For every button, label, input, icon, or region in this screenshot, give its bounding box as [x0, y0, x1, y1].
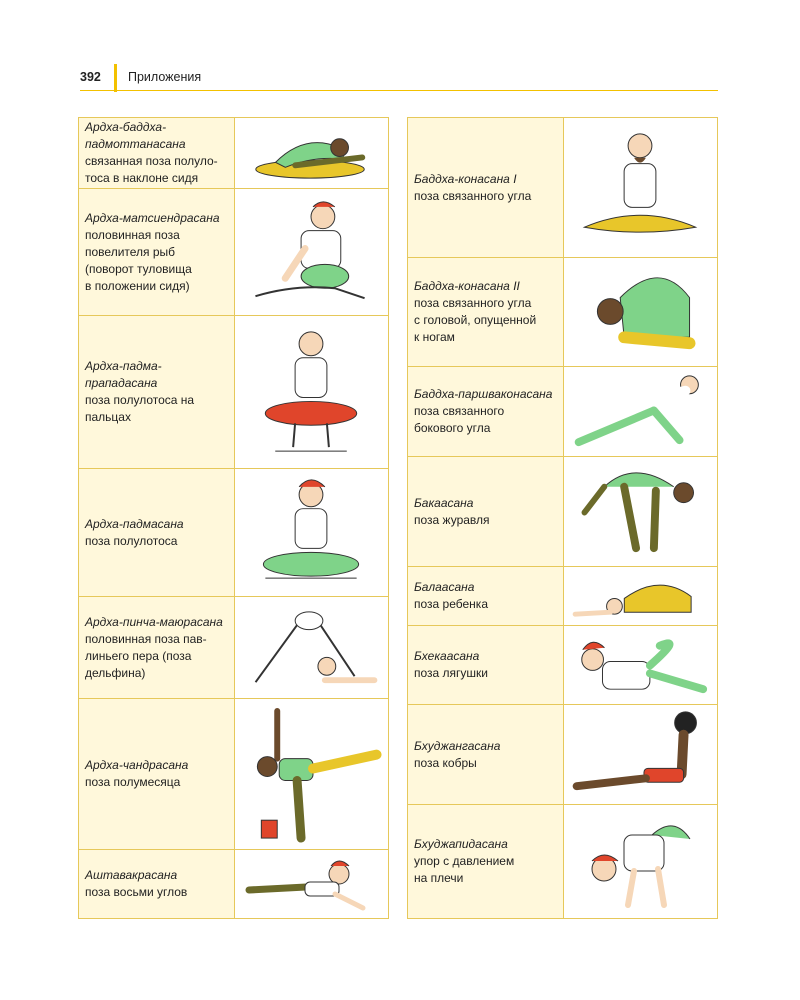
pose-description: поза полумесяца [85, 775, 181, 789]
pose-name: Ардха-чандрасана [85, 758, 189, 772]
pose-row [79, 469, 388, 597]
pose-text-cell [408, 457, 564, 566]
half-lotus-figure [235, 469, 388, 596]
pose-description: поза полулотоса на пальцах [85, 393, 195, 424]
pose-text-cell [79, 699, 235, 849]
pose-name: Бакаасана [414, 495, 474, 510]
shoulder-press-figure [564, 805, 717, 918]
pose-description: связанная поза полуло- тоса в наклоне сидя [85, 154, 218, 185]
left-pose-table [78, 117, 389, 919]
pose-name: Баддха-конасана II [414, 279, 520, 293]
pose-name: Ардха-матсиендрасана [85, 210, 220, 225]
seated-forward-bend-figure [235, 118, 388, 188]
cobra-pose-figure [564, 705, 717, 804]
page-number: 392 [80, 70, 101, 84]
pose-description: поза журавля [414, 512, 490, 527]
pose-description: поза полулотоса [85, 533, 178, 548]
pose-description: поза восьми углов [85, 885, 188, 899]
page-header [80, 64, 718, 92]
pose-description: поза кобры [414, 755, 477, 770]
frog-pose-figure [564, 626, 717, 704]
pose-name: Ардха-падмасана [85, 516, 184, 531]
pose-name: Бхуджапидасана [414, 837, 508, 851]
pose-row [408, 118, 717, 258]
pose-text-cell [79, 118, 235, 188]
pose-description: половинная поза пав- линьего пера (поза дельфина) [85, 631, 207, 680]
tiptoe-half-lotus-figure [235, 316, 388, 468]
crane-pose-figure [564, 457, 717, 566]
pose-description: поза связанного угла [414, 188, 532, 203]
pose-text-cell [79, 189, 235, 315]
pose-row [408, 567, 717, 626]
pose-text-cell [408, 118, 564, 257]
bound-angle-fold-figure [564, 258, 717, 366]
pose-text-cell [408, 805, 564, 918]
pose-text-cell [408, 567, 564, 625]
pose-description: поза ребенка [414, 597, 488, 611]
half-moon-figure [235, 699, 388, 849]
pose-row [408, 457, 717, 567]
pose-text-cell [408, 705, 564, 804]
pose-name: Ардха-пинча-маюрасана [85, 614, 223, 629]
header-rule [80, 90, 718, 91]
seated-twist-figure [235, 189, 388, 315]
pose-text-cell [408, 626, 564, 704]
pose-text-cell [408, 258, 564, 366]
pose-description: поза связанного угла с головой, опущенной к ногам [414, 296, 537, 344]
bound-side-angle-figure [564, 367, 717, 456]
pose-row [408, 258, 717, 367]
header-accent-bar [114, 64, 117, 92]
pose-row [408, 367, 717, 457]
pose-name: Бхуджангасана [414, 738, 501, 753]
pose-row [408, 705, 717, 805]
pose-row [79, 118, 388, 189]
pose-text-cell [79, 469, 235, 596]
pose-row [408, 805, 717, 918]
dolphin-pose-figure [235, 597, 388, 698]
pose-text-cell [79, 597, 235, 698]
pose-description: упор с давлением на плечи [414, 854, 515, 885]
pose-row [79, 699, 388, 850]
pose-name: Бхекаасана [414, 649, 480, 663]
pose-description: поза связанного бокового угла [414, 404, 505, 435]
pose-row [79, 850, 388, 918]
pose-name: Ардха-баддха- падмоттанасана [85, 120, 186, 151]
pose-name: Баддха-конасана I [414, 171, 517, 186]
eight-angle-figure [235, 850, 388, 918]
pose-row [79, 316, 388, 469]
pose-text-cell [79, 850, 235, 918]
pose-description: поза лягушки [414, 666, 489, 680]
pose-name: Баддха-паршваконасана [414, 387, 553, 401]
right-pose-table [407, 117, 718, 919]
pose-name: Ардха-падма-прападасана [85, 359, 162, 390]
pose-text-cell [79, 316, 235, 468]
section-title: Приложения [128, 70, 202, 84]
pose-row [79, 597, 388, 699]
pose-name: Аштавакрасана [85, 868, 178, 882]
bound-angle-figure [564, 118, 717, 257]
pose-name: Балаасана [414, 580, 475, 594]
pose-text-cell [408, 367, 564, 456]
pose-description: половинная поза повелителя рыб (поворот туловища в положении сидя) [85, 227, 192, 293]
pose-row [408, 626, 717, 705]
child-pose-figure [564, 567, 717, 625]
pose-row [79, 189, 388, 316]
